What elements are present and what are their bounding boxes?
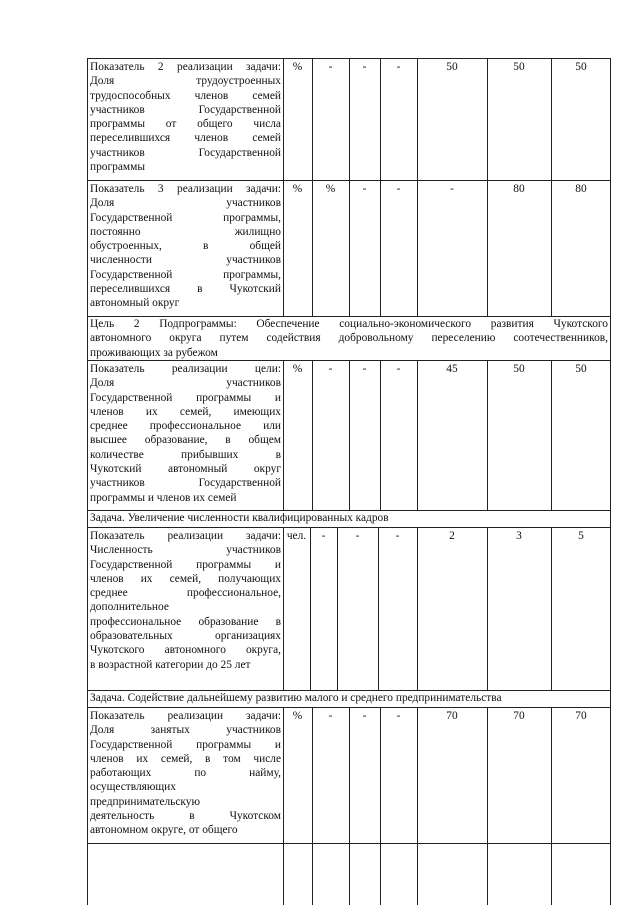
description-line: участников Государственной — [90, 146, 281, 159]
description-line: образовательных организациях — [90, 630, 281, 643]
description-line: участников Государственной — [90, 103, 281, 116]
column-divider — [417, 360, 418, 510]
table-bottom-edge — [87, 843, 611, 844]
value-cell: 3 — [516, 530, 522, 542]
description-line: Показатель реализации задачи: — [90, 530, 281, 542]
column-divider — [380, 58, 381, 180]
column-divider — [310, 527, 311, 690]
description-line: Государственной программы и — [90, 391, 281, 404]
value-cell: 80 — [513, 183, 525, 195]
value-cell: % — [325, 183, 336, 195]
value-cell: 50 — [446, 61, 458, 73]
value-cell: - — [396, 183, 401, 195]
column-divider — [551, 58, 552, 180]
column-divider — [551, 360, 552, 510]
description-line: Государственной программы и — [90, 558, 281, 571]
indicator-row — [87, 707, 611, 905]
description-line: Государственной программы, — [90, 211, 281, 224]
column-divider — [283, 360, 284, 510]
column-divider — [378, 527, 379, 690]
indicator-row — [87, 527, 611, 690]
column-divider — [380, 707, 381, 905]
description-line: участников Государственной — [90, 477, 281, 490]
value-cell: - — [396, 363, 401, 375]
column-divider — [312, 360, 313, 510]
indicator-description — [90, 707, 281, 838]
value-cell: - — [450, 183, 454, 195]
description-line: среднее профессиональное, — [90, 587, 281, 600]
indicator-description — [90, 527, 281, 672]
description-line: Доля занятых участников — [90, 724, 281, 737]
unit-cell: % — [292, 710, 303, 722]
value-cell: 2 — [449, 530, 455, 542]
description-line: профессиональное образование в — [90, 615, 281, 628]
description-line: Доля трудоустроенных — [90, 75, 281, 88]
column-divider — [349, 58, 350, 180]
description-line: программы и членов их семей — [90, 491, 237, 504]
description-line: Показатель реализации задачи: — [90, 710, 281, 722]
description-line: Показатель 2 реализации задачи: — [90, 61, 281, 73]
text-line: Цель 2 Подпрограммы: Обеспечение социально-экономического развития Чукотского — [90, 318, 608, 330]
column-divider — [487, 58, 488, 180]
description-line: автономном округе, от общего — [90, 824, 238, 837]
value-cell: - — [328, 710, 333, 722]
description-line: Чукотского автономного округа, — [90, 644, 281, 657]
description-line: Государственной программы и — [90, 738, 281, 751]
column-divider — [417, 707, 418, 905]
value-cell: 50 — [575, 363, 587, 375]
description-line: высшее образование, в общем — [90, 434, 281, 447]
value-cell: 70 — [575, 710, 587, 722]
column-divider — [487, 180, 488, 316]
column-divider — [417, 180, 418, 316]
value-cell: - — [355, 530, 360, 542]
value-cell: 50 — [513, 61, 525, 73]
description-line: членов их семей, имеющих — [90, 405, 281, 418]
task-text — [90, 690, 608, 705]
column-divider — [312, 58, 313, 180]
indicator-description — [90, 360, 281, 505]
value-cell: 50 — [513, 363, 525, 375]
value-cell: - — [328, 61, 333, 73]
task-text — [90, 510, 608, 525]
column-divider — [312, 707, 313, 905]
description-line: автономный округ — [90, 297, 180, 310]
description-line: программы от общего числа — [90, 118, 281, 131]
column-divider — [487, 360, 488, 510]
text-line: проживающих за рубежом — [90, 346, 218, 359]
unit-cell: % — [292, 363, 303, 375]
value-cell: - — [396, 61, 401, 73]
description-line: переселившихся членов семей — [90, 132, 281, 145]
description-line: постоянно жилищно — [90, 225, 281, 238]
value-cell: 50 — [575, 61, 587, 73]
value-cell: - — [362, 363, 367, 375]
column-divider — [349, 707, 350, 905]
value-cell: - — [321, 530, 326, 542]
value-cell: - — [362, 710, 367, 722]
description-line: членов их семей, в том числе — [90, 752, 281, 765]
description-line: программы — [90, 161, 145, 174]
description-line: предпринимательскую — [90, 795, 201, 808]
description-line: численности участников — [90, 254, 281, 267]
column-divider — [283, 527, 284, 690]
description-line: Показатель реализации цели: — [90, 363, 281, 375]
column-divider — [417, 58, 418, 180]
unit-cell: чел. — [286, 530, 307, 542]
value-cell: 45 — [446, 363, 458, 375]
text-line: Задача. Содействие дальнейшему развитию малого и среднего предпринимательства — [90, 692, 502, 704]
description-line: в возрастной категории до 25 лет — [90, 658, 251, 671]
goal-row — [87, 316, 611, 360]
column-divider — [417, 527, 418, 690]
column-divider — [487, 707, 488, 905]
value-cell: 70 — [446, 710, 458, 722]
column-divider — [283, 180, 284, 316]
column-divider — [487, 527, 488, 690]
value-cell: - — [328, 363, 333, 375]
description-line: Показатель 3 реализации задачи: — [90, 183, 281, 195]
indicator-description — [90, 58, 281, 174]
indicator-description — [90, 180, 281, 311]
description-line: обустроенных, в общей — [90, 240, 281, 253]
column-divider — [349, 180, 350, 316]
value-cell: 5 — [578, 530, 584, 542]
column-divider — [551, 527, 552, 690]
task-row — [87, 510, 611, 527]
indicator-row — [87, 58, 611, 180]
column-divider — [551, 180, 552, 316]
unit-cell: % — [292, 183, 303, 195]
description-line: работающих по найму, — [90, 767, 281, 780]
unit-cell: % — [292, 61, 303, 73]
description-line: дополнительное — [90, 601, 169, 614]
column-divider — [551, 707, 552, 905]
value-cell: 80 — [575, 183, 587, 195]
description-line: деятельность в Чукотском — [90, 810, 281, 823]
value-cell: - — [396, 710, 401, 722]
value-cell: - — [395, 530, 400, 542]
description-line: Доля участников — [90, 377, 281, 390]
column-divider — [349, 360, 350, 510]
column-divider — [283, 58, 284, 180]
column-divider — [337, 527, 338, 690]
column-divider — [380, 180, 381, 316]
value-cell: 70 — [513, 710, 525, 722]
description-line: Государственной программы, — [90, 268, 281, 281]
description-line: членов их семей, получающих — [90, 572, 281, 585]
description-line: переселившихся в Чукотский — [90, 283, 281, 296]
column-divider — [283, 707, 284, 905]
column-divider — [380, 360, 381, 510]
value-cell: - — [362, 61, 367, 73]
description-line: среднее профессиональное или — [90, 420, 281, 433]
description-line: Чукотский автономный округ — [90, 463, 281, 476]
description-line: трудоспособных членов семей — [90, 89, 281, 102]
value-cell: - — [362, 183, 367, 195]
task-row — [87, 690, 611, 707]
description-line: Численность участников — [90, 544, 281, 557]
description-line: осуществляющих — [90, 781, 176, 794]
indicator-row — [87, 180, 611, 316]
text-line: автономного округа путем содействия добровольному переселению соотечественников, — [90, 332, 608, 345]
description-line: Доля участников — [90, 197, 281, 210]
description-line: количестве прибывших в — [90, 448, 281, 461]
text-line: Задача. Увеличение численности квалифицированных кадров — [90, 512, 389, 524]
column-divider — [312, 180, 313, 316]
indicator-row — [87, 360, 611, 510]
goal-text — [90, 316, 608, 360]
